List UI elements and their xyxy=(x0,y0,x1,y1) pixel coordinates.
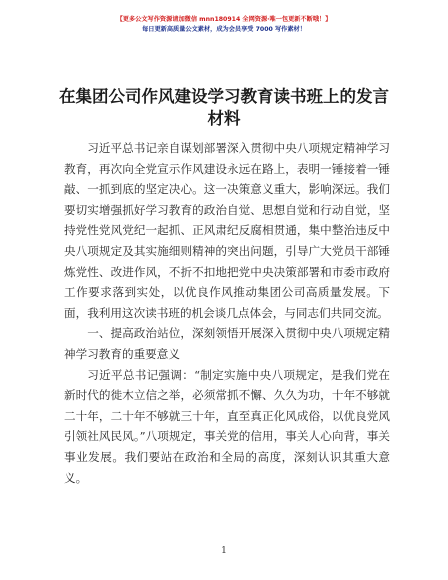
promo-banner-line-2: 每日更新高质量公文素材，成为会员享受 7000 写作素材！ xyxy=(142,26,306,33)
page-number: 1 xyxy=(221,546,227,556)
paragraph-intro: 习近平总书记亲自谋划部署深入贯彻中央八项规定精神学习教育，再次向全党宣示作风建设永远在路上，表明一锤接着一锤敲、一抓到底的坚定决心。这一决策意义重大，影响深远。我们要切实增强抓好学习教育的政治自觉、思想自觉和行动自觉，坚持党性党风党纪一起抓、正风肃纪反腐相贯通，集中整治违反中央八项规定及其实施细则精神的突出问题，引导广大党员干部锤炼党性、改进作风，不折不扣地把党中央决策部署和市委市政府工作要求落到实处，以优良作风推动集团公司高质量发展。下面，我利用这次读书班的机会谈几点体会，与同志们共同交流。 xyxy=(64,141,390,320)
section-heading-1: 一、提高政治站位，深刻领悟开展深入贯彻中央八项规定精神学习教育的重要意义 xyxy=(64,326,390,361)
document-body xyxy=(64,138,390,488)
document-title: 在集团公司作风建设学习教育读书班上的发言材料 xyxy=(59,87,389,128)
paragraph-quote: 习近平总书记强调：“制定实施中央八项规定，是我们党在新时代的徙木立信之举，必须常抓不懈、久久为功，十年不够就二十年，二十年不够就三十年，直至真正化风成俗，以优良党风引领社风民风。”八项规定，事关党的信用，事关人心向背，事关事业发展。我们要站在政治和全局的高度，深刻认识其重大意义。 xyxy=(64,367,390,485)
promo-banner-line-1: 【更多公文写作资源请加微信 mnn180914 全网资源·唯一包更新不断哦！】 xyxy=(116,16,332,23)
